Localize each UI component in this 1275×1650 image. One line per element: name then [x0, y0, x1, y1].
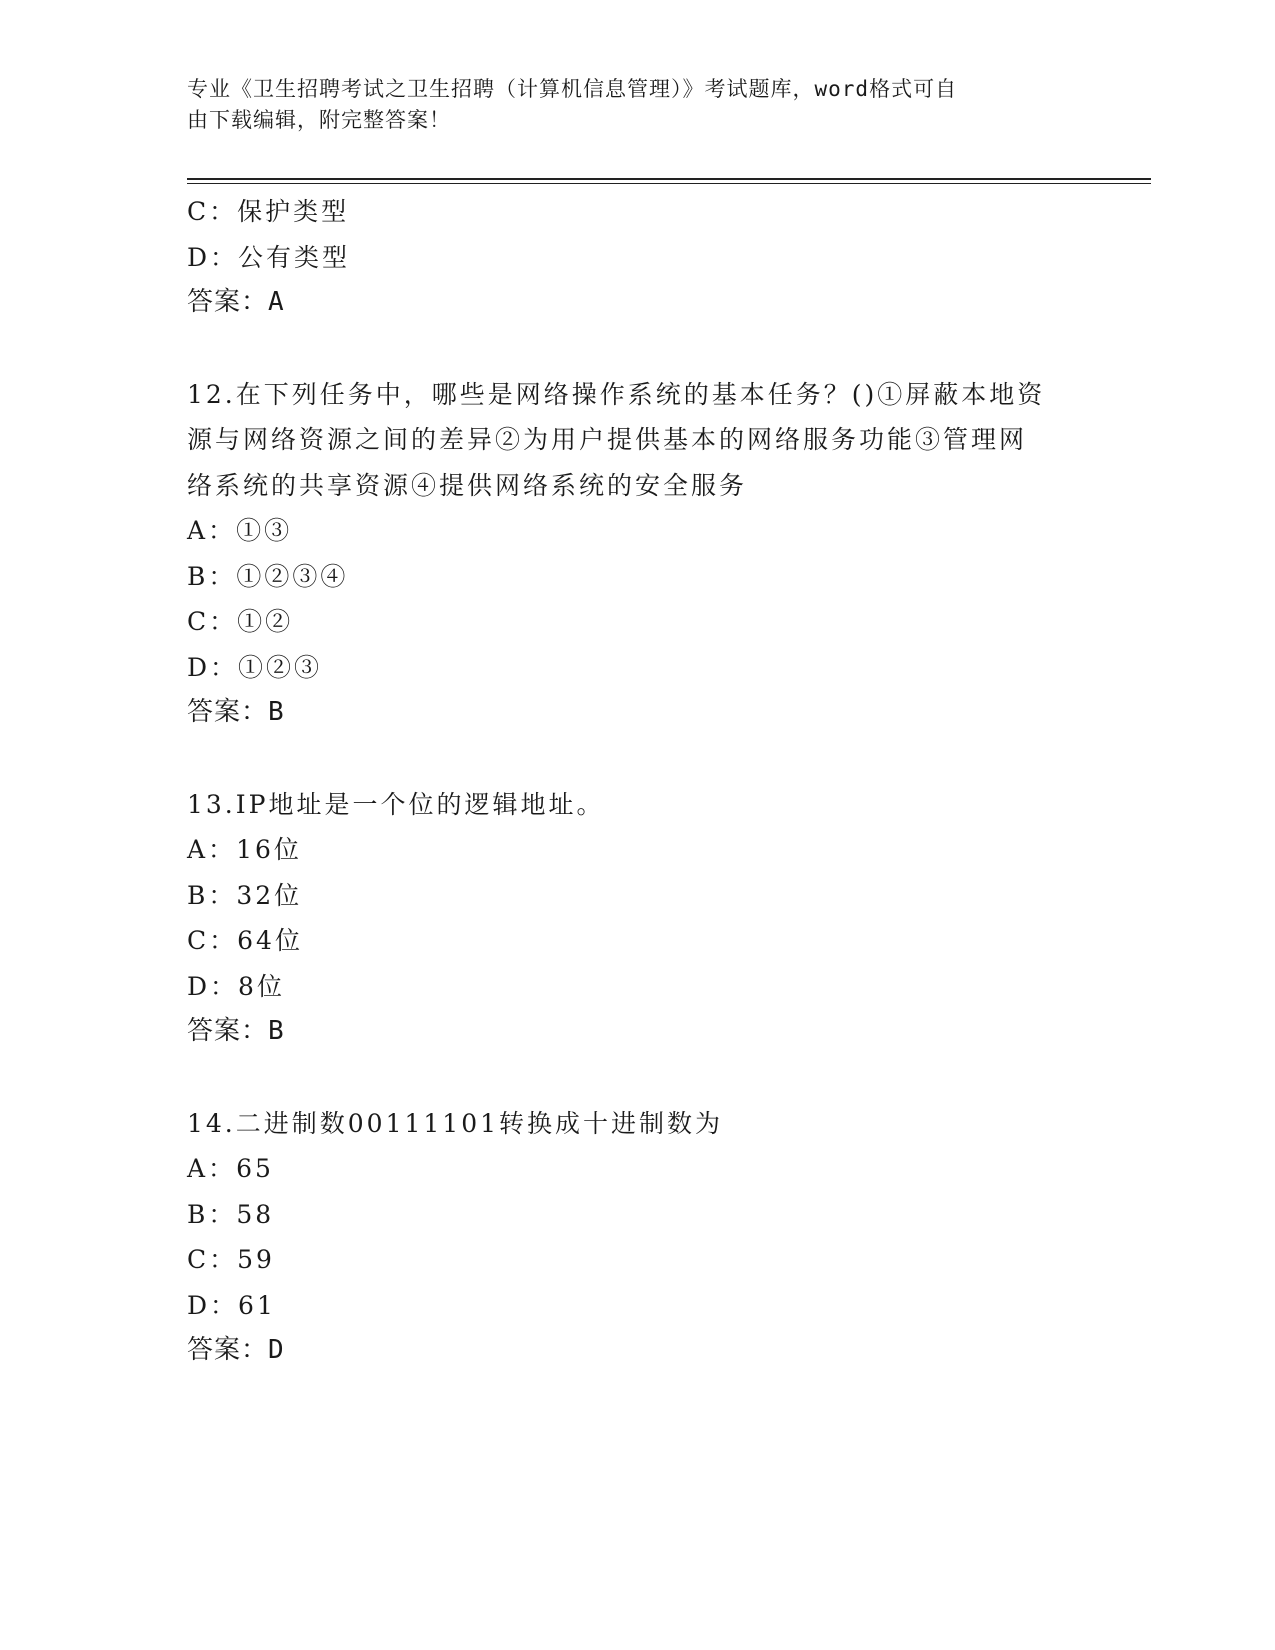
- question-13: [187, 782, 1087, 1055]
- option-text: ①②③④: [236, 561, 349, 591]
- question-12: [187, 372, 1087, 736]
- option-b: [187, 1192, 1087, 1238]
- option-text: 保护类型: [237, 197, 350, 226]
- option-d: [187, 235, 1087, 281]
- option-text: 61: [238, 1290, 276, 1320]
- question-gap: [187, 326, 1087, 372]
- option-text: 8位: [238, 971, 285, 1001]
- header-divider-thick: [187, 178, 1151, 180]
- option-label: D：: [187, 652, 239, 682]
- header-line-2: 由下载编辑，附完整答案！: [187, 108, 451, 132]
- option-label: D：: [187, 242, 239, 272]
- option-c: [187, 599, 1087, 645]
- option-label: A：: [187, 1154, 237, 1183]
- option-c: [187, 189, 1087, 235]
- option-c: [187, 1237, 1087, 1283]
- option-label: A：: [187, 835, 237, 864]
- option-text: 公有类型: [238, 242, 351, 272]
- option-text: ①②: [237, 607, 294, 636]
- option-label: C：: [187, 926, 238, 955]
- question-stem-line: 源与网络资源之间的差异②为用户提供基本的网络服务功能③管理网: [187, 425, 1028, 454]
- option-label: A：: [187, 516, 237, 545]
- option-label: D：: [187, 971, 239, 1001]
- option-text: 32位: [236, 880, 303, 910]
- question-stem-line: 13.IP地址是一个位的逻辑地址。: [187, 789, 605, 819]
- question-stem-line: 络系统的共享资源④提供网络系统的安全服务: [187, 470, 748, 500]
- option-text: ①②③: [238, 652, 323, 682]
- option-d: [187, 964, 1087, 1010]
- option-a: [187, 827, 1087, 873]
- option-label: D：: [187, 1290, 239, 1320]
- option-label: C：: [187, 1245, 238, 1274]
- document-header: [187, 74, 1067, 136]
- answer-line: 答案：B: [187, 1016, 285, 1046]
- option-label: C：: [187, 197, 238, 226]
- question-content: [187, 189, 1087, 1374]
- answer-line: 答案：D: [187, 1335, 285, 1365]
- option-b: [187, 873, 1087, 919]
- header-line-1: 专业《卫生招聘考试之卫生招聘（计算机信息管理）》考试题库，word格式可自: [187, 77, 958, 101]
- question-stem-line: 12.在下列任务中，哪些是网络操作系统的基本任务？()①屏蔽本地资: [187, 379, 1046, 409]
- option-a: [187, 508, 1087, 554]
- option-label: B：: [187, 880, 237, 910]
- header-divider-thin: [187, 183, 1151, 184]
- option-text: 65: [236, 1154, 274, 1183]
- option-text: 59: [237, 1245, 275, 1274]
- option-text: 64位: [237, 926, 303, 955]
- question-stem-line: 14.二进制数00111101转换成十进制数为: [187, 1108, 724, 1138]
- prev-question: [187, 189, 1087, 326]
- option-text: 16位: [236, 835, 302, 864]
- question-gap: [187, 1055, 1087, 1101]
- option-label: B：: [187, 1199, 237, 1229]
- option-d: [187, 645, 1087, 691]
- question-gap: [187, 736, 1087, 782]
- option-label: B：: [187, 561, 237, 591]
- option-text: 58: [236, 1199, 275, 1229]
- option-c: [187, 918, 1087, 964]
- option-a: [187, 1146, 1087, 1192]
- option-label: C：: [187, 607, 238, 636]
- option-b: [187, 554, 1087, 600]
- question-14: [187, 1101, 1087, 1374]
- answer-line: 答案：B: [187, 697, 285, 727]
- option-d: [187, 1283, 1087, 1329]
- answer-line: 答案：A: [187, 287, 285, 317]
- option-text: ①③: [236, 516, 293, 545]
